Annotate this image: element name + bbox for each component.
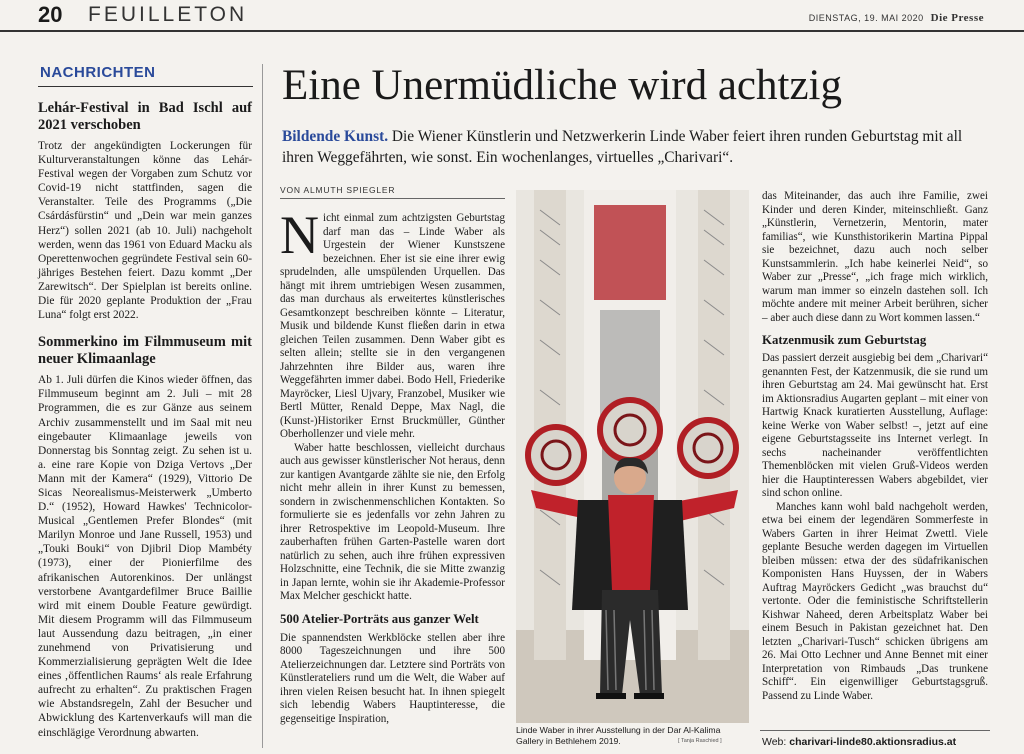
dateline <box>809 12 984 24</box>
photo-credit: [ Tanja Raschied ] <box>678 738 722 744</box>
byline: VON ALMUTH SPIEGLER <box>280 185 396 195</box>
section-name: FEUILLETON <box>88 3 248 26</box>
byline-rule <box>280 198 505 199</box>
drop-cap: N <box>280 205 319 265</box>
article-paragraph-3: Die spannendsten Werkblöcke stellen aber ihre 8000 Tageszeichnungen und ihre 500 Atelierzeichnungen dar. Letztere sind Porträts von Künstlerateliers rund um die Welt, die Waber auf ihren vielen Reisen besucht hat. In ihnen spiegelt sich lebendig Wabers Hauptinteresse, die gegenseitige Inspiration, <box>280 631 505 725</box>
page-number: 20 <box>38 2 63 27</box>
lead-kicker: Bildende Kunst. <box>282 128 389 145</box>
article-subhead-2: Katzenmusik zum Geburtstag <box>762 333 927 347</box>
article-column-1 <box>280 205 505 726</box>
article-headline: Eine Unermüdliche wird achtzig <box>282 62 842 109</box>
article-paragraph-4: das Miteinander, das auch ihre Familie, zwei Kinder und deren Kinder, miteinschließt. Ganz „Künstlerin, Vernetzerin, Mentorin, mater familias“, wie Kunsthistorikerin Martina Pippal sie bezeichnet, dazu auch noch selber Kunstsammlerin. „Ich habe keinerlei Neid“, so Waber zur „Presse“, „ich frage mich wirklich, warum man immer so einzeln dastehen soll. Ich möchte andere mit meiner Arbeit berühren, sicher – aber auch diese dann zu Wort kommen lassen.“ <box>762 190 988 324</box>
article-subhead-1: 500 Atelier-Porträts aus ganzer Welt <box>280 611 479 626</box>
article-photo <box>516 190 749 723</box>
issue-date: DIENSTAG, 19. MAI 2020 <box>808 13 924 23</box>
article-paragraph-5: Das passiert derzeit ausgiebig bei dem „Charivari“ genannten Fest, der Katzenmusik, die sie rund um ihren Geburtstag am 24. Mai gewünscht hat. Erst im Aktionsradius Augarten geplant – mit einer von Hartwig Knack kuratierten Ausstellung, Auflage: keine Werke von Waber selbst! –, jetzt auf eine eigene Geburtstagsseite ins Internet verlegt. In sechs nacheinander veröffentlichten Themenblöcken mit vielen Gruß-Videos werden hier die Hauptinteressen Wabers abgebildet, vier sind schon online. <box>762 352 988 499</box>
article-paragraph-2: Waber hatte beschlossen, vielleicht durchaus auch aus gewisser künstlerischer Not heraus, denn zur kantigen Avantgarde zählte sie nie, den Erfolg nicht mehr allein in ihrer Kunst zu bemessen, sondern in zwischenmenschlichen Kontakten. So formulierte sie es jedenfalls vor zehn Jahren zu ihrer Retrospektive im Leopold-Museum. Ihre zauberhaften frühen Garten-Pastelle waren dort natürlich zu sehen, auch ihre frühen expressiven Holzschnitte, eine Technik, die sie Mitte zwanzig in Japan lernte, wohin sie ihr Akademie-Professor Max Melcher geschickt hatte. <box>280 441 505 602</box>
column-divider <box>262 64 263 748</box>
web-reference <box>762 736 956 748</box>
news-item-1-body: Trotz der angekündigten Lockerungen für Kulturveranstaltungen könne das Lehár-Festival wegen der Vorgaben zum Schutz vor Covid-19 nicht stattfinden, sagen die Veranstalter. Teile des Programms („Die Csárdásfürstin“ und „Dein war mein ganzes Herz“) sollen 2021 (ab 10. Juli) nachgeholt werden, wenn das 1961 von Eduard Macku als Operettenwochen gegründete Festival sein 60-jähriges Bestehen feiert. Dazu kommt „Der Zarewitsch“. Der Spielplan ist bereits online. Die für 2020 geplante Produktion der „Frau Luna“ folgt erst 2022. <box>38 140 252 322</box>
news-column <box>38 100 252 740</box>
article-lead <box>282 126 982 168</box>
article-paragraph-1: Nicht einmal zum achtzigsten Geburtstag darf man das – Linde Waber als Urgestein der Wiener Kunstszene bezeichnen. Eher ist sie eine ihrer ewig sprudelnden, alle umspülenden Urquellen. Das hängt mit ihrem umtriebigen Wesen zusammen, das man durchaus als erweitertes künstlerisches Gesamtkonzept beschreiben könnte – Literatur, Musik und bildende Kunst fließen darin in etwa gleichen Teilen zusammen. Denn Waber gibt es selten allein; stellte sie in den vergangenen Jahrzehnten ihre Bilder aus, waren ihre Weggefährten immer dabei. Bodo Hell, Friederike Mayröcker, Liesl Ujvary, Franzobel, Musiker wie Bertl Mütter, Renald Deppe, Max Nagl, die (Kunst-)Historiker Ernst Bruckmüller, Günther Oberhollenzer und viele mehr. <box>280 205 505 440</box>
news-item-2-body: Ab 1. Juli dürfen die Kinos wieder öffnen, das Filmmuseum beginnt am 2. Juli – mit 28 Programmen, die es zur Gänze aus seinem Archiv zusammenstellt und im Saal mit neu eingebauter Klimaanlage jeweils von Donnerstag bis Sonntag zeigt. Zu sehen ist u. a. eine rare Kopie von Dziga Vertovs „Der Mann mit der Kamera“ (1929), Vittorio De Sicas Neorealismus-Meisterwerk „Umberto D.“ (1952), Howard Hawkes' Technicolor-Musical „Gentlemen Prefer Blondes“ (mit Marilyn Monroe und Jane Russell, 1953) und „Touki Bouki“ von Djibril Diop Mambéty (1973), einer der Pionierfilme des afrikanischen Autorenkinos. Der unlängst verstorbene Avantgardefilmer Bruce Baillie wird mit einem Double Feature gewürdigt. Mit diesem Programm will das Filmmuseum laut Aussendung dazu beitragen, „in einer zunehmend von Privatisierung und Kommerzialisierung geprägten Welt die Idee eines ‚öffentlichen Raums‘ als reale Erfahrung aufrecht zu erhalten“. Zu praktischen Fragen wie Abstandsregeln, Zahl der Besucher und Abwicklung des Kartenverkaufs will man die einschlägige Verordnung abwarten. <box>38 374 252 739</box>
web-url[interactable]: charivari-linde80.aktionsradius.at <box>789 736 957 748</box>
lead-text: Die Wiener Künstlerin und Netzwerkerin Linde Waber feiert ihren runden Geburtstag mit all ihren Weggefährten, wie sonst. Ein wochenlanges, virtuelles „Charivari“. <box>282 128 963 166</box>
masthead-rule <box>0 30 1024 32</box>
news-item-2-headline: Sommerkino im Filmmuseum mit neuer Klimaanlage <box>38 334 252 367</box>
web-label: Web: <box>762 736 787 748</box>
article-column-2 <box>762 190 988 703</box>
kicker-rule <box>38 86 253 87</box>
photo-caption: Linde Waber in ihrer Ausstellung in der Dar Al-Kalima Gallery in Bethlehem 2019. <box>516 725 721 746</box>
news-item-1-headline: Lehár-Festival in Bad Ischl auf 2021 verschoben <box>38 100 252 133</box>
article-paragraph-6: Manches kann wohl bald nachgeholt werden, etwa bei einem der legendären Sommerfeste in Wabers Garten in ihrer Heimat Zwettl. Viele geplante Besuche werden dagegen im Virtuellen bleiben müssen: etwa der des südafrikanischen Komponisten Hans Huyssen, der in Wabers Auftrag Mayröckers Gedicht „was brauchst du“ vertonte. Oder die feministische Schriftstellerin Kishwar Naheed, deren Arbeitsplatz Waber bei einem Besuch in Pakistan gezeichnet hat. Den letzten „Charivari-Tusch“ schicken übrigens am 26. Mai Otto Lechner und Anne Bennet mit einer Interpretation von Rimbauds „Das trunkene Schiff“. Ein eigenwilliger Geburtstagsgruß. Passend zu Linde Waber. <box>762 500 988 702</box>
newspaper-logo: Die Presse <box>930 12 984 24</box>
photo-artwork <box>516 190 749 723</box>
web-rule <box>760 730 990 731</box>
news-kicker: NACHRICHTEN <box>40 64 156 81</box>
